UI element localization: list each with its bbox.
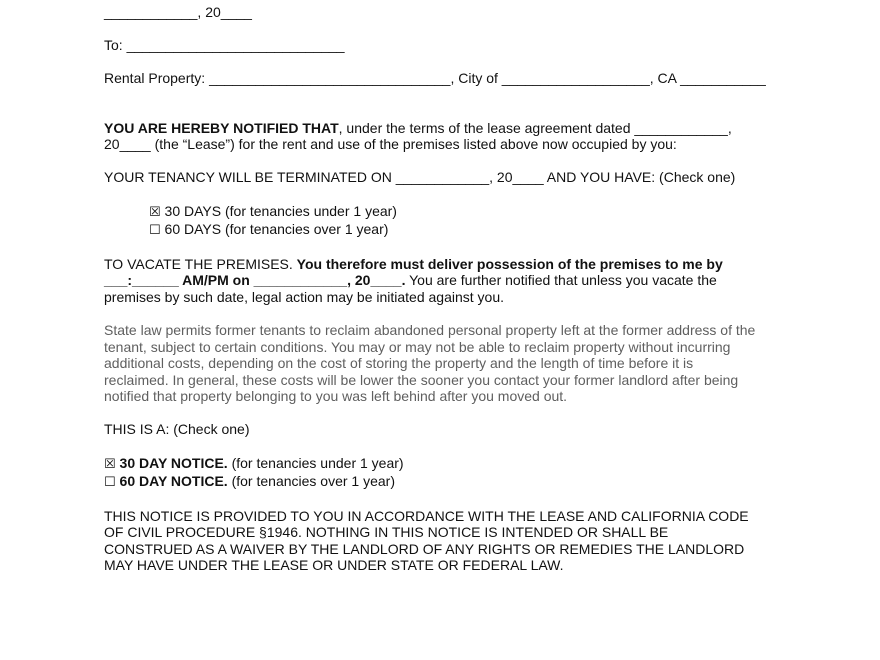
vacate-line-2 — [104, 272, 717, 289]
address-blank: _______________________________ — [209, 70, 451, 86]
days-option-label: 30 DAYS (for tenancies under 1 year) — [164, 203, 397, 219]
vacate-plain: TO VACATE THE PREMISES. — [104, 256, 293, 272]
city-blank: ___________________ — [501, 70, 650, 86]
notified-line-2: 20____ (the “Lease”) for the rent and use of the premises listed above now occupied by you: — [104, 136, 677, 152]
days-option-label: 60 DAYS (for tenancies over 1 year) — [164, 221, 389, 237]
vacate-line-3: premises by such date, legal action may be initiated against you. — [104, 289, 505, 305]
closing-line: MAY HAVE UNDER THE LEASE OR UNDER STATE OR FEDERAL LAW. — [104, 557, 564, 573]
this-is-line: THIS IS A: (Check one) — [104, 421, 250, 437]
unchecked-box-icon: ☐ — [104, 475, 116, 490]
closing-line: THIS NOTICE IS PROVIDED TO YOU IN ACCORDANCE WITH THE LEASE AND CALIFORNIA CODE — [104, 508, 749, 524]
vacate-line-1 — [104, 256, 723, 273]
state-law-line: tenant, subject to certain conditions. You may or may not be able to reclaim property without incurring — [104, 339, 731, 355]
notified-heading: YOU ARE HEREBY NOTIFIED THAT — [104, 120, 339, 136]
notice-option-text: (for tenancies over 1 year) — [231, 473, 395, 489]
notice-option-60 — [104, 473, 395, 491]
notified-line-1 — [104, 120, 732, 137]
to-label: To: — [104, 37, 123, 53]
state-law-line: reclaimed. In general, these costs will be lower the sooner you contact your former landlord after being — [104, 372, 739, 388]
state-law-line: notified that property belonging to you was left behind after you moved out. — [104, 388, 568, 404]
notice-option-30 — [104, 455, 404, 473]
unchecked-box-icon: ☐ — [149, 223, 161, 238]
date-line: ____________, 20____ — [104, 4, 252, 20]
notice-option-bold: 30 DAY NOTICE. — [119, 455, 228, 471]
to-blank: ____________________________ — [126, 37, 345, 53]
termination-line: YOUR TENANCY WILL BE TERMINATED ON ____________, 20____ AND YOU HAVE: (Check one) — [104, 169, 736, 185]
checked-box-icon: ☒ — [104, 457, 116, 472]
vacate-deadline: ___:______ AM/PM on ____________, 20____. — [104, 272, 406, 288]
state-law-line: additional costs, depending on the cost of storing the property and the length of time before it is — [104, 355, 694, 371]
closing-line: OF CIVIL PROCEDURE §1946. NOTHING IN THIS NOTICE IS INTENDED OR SHALL BE — [104, 524, 669, 540]
state-law-line: State law permits former tenants to reclaim abandoned personal property left at the former address of the — [104, 322, 756, 338]
state-label: , CA — [649, 70, 677, 86]
notified-text: , under the terms of the lease agreement dated ____________, — [338, 120, 732, 136]
city-label: , City of — [450, 70, 498, 86]
notice-option-bold: 60 DAY NOTICE. — [119, 473, 228, 489]
days-option-30 — [149, 203, 397, 221]
rental-property-label: Rental Property: — [104, 70, 206, 86]
zip-blank: ___________ — [680, 70, 766, 86]
checked-box-icon: ☒ — [149, 205, 161, 220]
vacate-rest: You are further notified that unless you vacate the — [409, 272, 717, 288]
notice-option-text: (for tenancies under 1 year) — [231, 455, 404, 471]
rental-property-line — [104, 70, 766, 87]
closing-line: CONSTRUED AS A WAIVER BY THE LANDLORD OF ANY RIGHTS OR REMEDIES THE LANDLORD — [104, 541, 745, 557]
vacate-bold: You therefore must deliver possession of the premises to me by — [296, 256, 723, 272]
to-line — [104, 37, 345, 54]
days-option-60 — [149, 221, 388, 239]
